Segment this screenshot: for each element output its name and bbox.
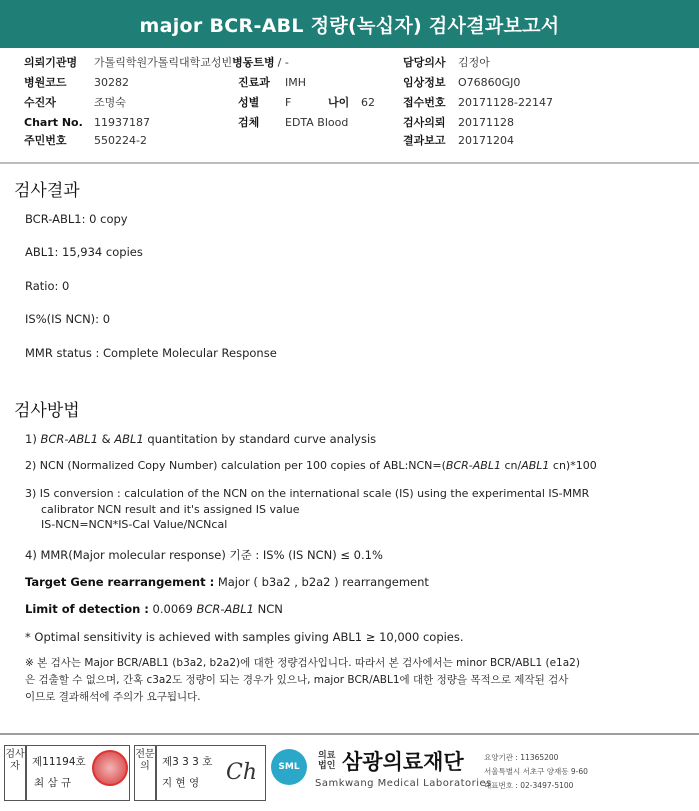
- target-gene-label: Target Gene rearrangement :: [25, 575, 215, 589]
- dept-field: [238, 76, 306, 90]
- examiner-name: 최 삼 규: [34, 777, 72, 789]
- dept-value: IMH: [285, 76, 307, 89]
- sex-value: F: [285, 96, 292, 109]
- method-1-gene-bcr-abl1: BCR-ABL1: [40, 432, 99, 446]
- chart-field: [24, 116, 150, 130]
- result-mmr-status: MMR status : Complete Molecular Response: [25, 346, 277, 360]
- method-4: 4) MMR(Major molecular response) 기준 : IS% (IS NCN) ≤ 0.1%: [25, 548, 383, 562]
- contact-code: 요양기관 : 11365200: [484, 753, 559, 762]
- receipt-label: 접수번호: [403, 96, 446, 109]
- result-is-percent: IS%(IS NCN): 0: [25, 312, 111, 326]
- caution-note-line-1: ※ 본 검사는 Major BCR/ABL1 (b3a2, b2a2)에 대한 정량검사입니다. 따라서 본 검사에서는 minor BCR/ABL1 (e1a2): [25, 657, 580, 669]
- specimen-field: [238, 116, 348, 130]
- examiner-label: 검사자: [4, 745, 26, 801]
- target-gene-value: Major ( b3a2 , b2a2 ) rearrangement: [214, 575, 429, 589]
- sex-field: [238, 96, 291, 110]
- doctor-value: 김정아: [458, 56, 490, 69]
- clinical-info-label: 임상정보: [403, 76, 446, 89]
- methods-heading: 검사방법: [14, 401, 80, 421]
- patient-field: [24, 96, 126, 110]
- optimal-sensitivity-note: * Optimal sensitivity is achieved with samples giving ABL1 ≥ 10,000 copies.: [25, 630, 464, 644]
- method-2-prefix: 2) NCN (Normalized Copy Number) calculation per 100 copies of ABL:NCN=(: [25, 459, 446, 472]
- caution-note-line-2: 은 검출할 수 없으며, 간혹 c3a2도 정량이 되는 경우가 있으나, major BCR/ABL1에 대한 정량을 목적으로 제작된 검사: [25, 674, 569, 686]
- sml-logo-icon: SML: [271, 749, 307, 785]
- doctor-label: 담당의사: [403, 56, 446, 69]
- hospital-code-field: [24, 76, 129, 90]
- hospital-code-label: 병원코드: [24, 76, 67, 89]
- method-2: [25, 459, 597, 473]
- chart-value: 11937187: [94, 116, 150, 129]
- receipt-field: [403, 96, 553, 110]
- patient-label: 수진자: [24, 96, 56, 109]
- result-bcr-abl1: BCR-ABL1: 0 copy: [25, 212, 128, 226]
- report-title: major BCR-ABL 정량(녹십자) 검사결과보고서: [0, 0, 699, 48]
- ward-value: / -: [277, 56, 289, 69]
- examiner-seal: [92, 750, 128, 786]
- institution-field: [24, 56, 289, 70]
- method-3-line-1: 3) IS conversion : calculation of the NCN on the international scale (IS) using the experimental IS-MMR: [25, 487, 590, 500]
- clinical-info-field: [403, 76, 520, 90]
- result-abl1: ABL1: 15,934 copies: [25, 245, 143, 259]
- report-date-label: 결과보고: [403, 134, 446, 147]
- institution-value: 가톨릭학원가톨릭대학교성빈: [94, 56, 233, 69]
- method-3-line-3: IS-NCN=NCN*IS-Cal Value/NCNcal: [41, 518, 228, 531]
- specialist-name: 지 현 영: [162, 777, 200, 789]
- sex-label: 성별: [238, 96, 260, 109]
- limit-detection-gene: BCR-ABL1: [196, 602, 254, 616]
- results-heading: 검사결과: [14, 181, 80, 201]
- limit-detection-label: Limit of detection :: [25, 602, 149, 616]
- method-1-amp: &: [98, 432, 115, 446]
- request-date-field: [403, 116, 514, 130]
- patient-info-block: [0, 52, 699, 164]
- specimen-label: 검체: [238, 116, 260, 129]
- dept-label: 진료과: [238, 76, 270, 89]
- institution-label: 의뢰기관명: [24, 56, 78, 69]
- target-gene-line: [25, 575, 429, 589]
- hospital-code-value: 30282: [94, 76, 129, 89]
- request-date-value: 20171128: [458, 116, 514, 129]
- method-1: [25, 432, 376, 446]
- caution-note-line-3: 이므로 결과해석에 주의가 요구됩니다.: [25, 691, 201, 703]
- report-date-field: [403, 134, 514, 148]
- method-2-gene-bcr-abl1: BCR-ABL1: [445, 459, 501, 472]
- chart-label: Chart No.: [24, 116, 83, 129]
- patient-value: 조명숙: [94, 96, 126, 109]
- age-value: 62: [361, 96, 375, 109]
- limit-detection-number: 0.0069: [148, 602, 197, 616]
- specialist-number: 제3 3 3 호: [162, 756, 213, 768]
- method-2-suffix: cn)*100: [549, 459, 597, 472]
- age-field: [328, 96, 375, 110]
- doctor-field: [403, 56, 490, 70]
- id-value: 550224-2: [94, 134, 147, 147]
- logo-english-name: Samkwang Medical Laboratories: [315, 778, 492, 789]
- contact-address: 서울특별시 서초구 양재동 9-60: [484, 767, 588, 776]
- method-3-line-2: calibrator NCN result and it's assigned IS value: [41, 503, 300, 516]
- id-label: 주민번호: [24, 134, 67, 147]
- result-ratio: Ratio: 0: [25, 279, 70, 293]
- method-2-mid: cn/: [500, 459, 522, 472]
- receipt-value: 20171128-22147: [458, 96, 553, 109]
- method-2-gene-abl1: ABL1: [521, 459, 550, 472]
- clinical-info-value: O76860GJ0: [458, 76, 521, 89]
- specialist-signature: Ch: [226, 760, 258, 785]
- ward-label: 병동트병: [232, 56, 275, 69]
- specimen-value: EDTA Blood: [285, 116, 349, 129]
- limit-detection-unit: NCN: [254, 602, 283, 616]
- examiner-number: 제11194호: [32, 756, 86, 768]
- method-1-gene-abl1: ABL1: [114, 432, 144, 446]
- report-date-value: 20171204: [458, 134, 514, 147]
- contact-phone: 대표번호 : 02-3497-5100: [484, 781, 574, 790]
- logo-corporate-label: 의료법인: [318, 751, 336, 771]
- method-1-rest: quantitation by standard curve analysis: [143, 432, 377, 446]
- specialist-label: 전문의: [134, 745, 156, 801]
- age-label: 나이: [328, 96, 350, 109]
- method-1-prefix: 1): [25, 432, 41, 446]
- footer-divider: [0, 733, 699, 735]
- limit-detection-line: [25, 602, 283, 616]
- id-field: [24, 134, 147, 148]
- request-date-label: 검사의뢰: [403, 116, 446, 129]
- logo-korean-name: 삼광의료재단: [342, 750, 464, 774]
